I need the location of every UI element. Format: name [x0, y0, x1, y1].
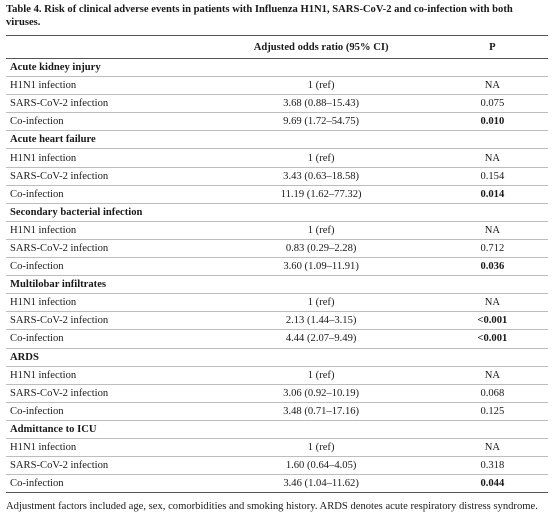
section-header-row [6, 203, 548, 221]
row-odds-ratio: 1 (ref) [206, 366, 437, 384]
row-p-value: 0.712 [437, 239, 548, 257]
row-odds-ratio: 1 (ref) [206, 221, 437, 239]
row-odds-ratio: 1 (ref) [206, 438, 437, 456]
table-caption: Table 4. Risk of clinical adverse events in patients with Influenza H1N1, SARS-CoV-2 and co-infection with both viruses. [6, 4, 513, 28]
table-row [6, 113, 548, 131]
row-odds-ratio: 0.83 (0.29–2.28) [206, 239, 437, 257]
row-odds-ratio: 3.60 (1.09–11.91) [206, 258, 437, 276]
row-p-value: 0.036 [437, 258, 548, 276]
row-odds-ratio: 1 (ref) [206, 294, 437, 312]
row-odds-ratio: 3.68 (0.88–15.43) [206, 95, 437, 113]
row-p-value: NA [437, 77, 548, 95]
table-row [6, 312, 548, 330]
row-p-value: NA [437, 221, 548, 239]
row-odds-ratio: 1 (ref) [206, 77, 437, 95]
row-p-value: 0.044 [437, 475, 548, 493]
table-row [6, 475, 548, 493]
row-label: H1N1 infection [6, 221, 206, 239]
row-label: Co-infection [6, 113, 206, 131]
row-odds-ratio: 3.48 (0.71–17.16) [206, 402, 437, 420]
row-label: Co-infection [6, 330, 206, 348]
table-row [6, 402, 548, 420]
row-odds-ratio: 3.06 (0.92–10.19) [206, 384, 437, 402]
section-header-row [6, 59, 548, 77]
header-label [6, 36, 206, 59]
row-p-value: 0.125 [437, 402, 548, 420]
row-odds-ratio: 3.46 (1.04–11.62) [206, 475, 437, 493]
table-row [6, 77, 548, 95]
section-title: Secondary bacterial infection [6, 203, 548, 221]
row-p-value: 0.154 [437, 167, 548, 185]
row-p-value: 0.068 [437, 384, 548, 402]
row-p-value: 0.014 [437, 185, 548, 203]
section-title: ARDS [6, 348, 548, 366]
row-p-value: NA [437, 294, 548, 312]
row-odds-ratio: 2.13 (1.44–3.15) [206, 312, 437, 330]
row-label: SARS-CoV-2 infection [6, 384, 206, 402]
row-odds-ratio: 9.69 (1.72–54.75) [206, 113, 437, 131]
row-odds-ratio: 4.44 (2.07–9.49) [206, 330, 437, 348]
table-row [6, 221, 548, 239]
row-label: Co-infection [6, 475, 206, 493]
section-title: Acute kidney injury [6, 59, 548, 77]
row-label: SARS-CoV-2 infection [6, 95, 206, 113]
row-label: SARS-CoV-2 infection [6, 457, 206, 475]
row-label: SARS-CoV-2 infection [6, 312, 206, 330]
row-odds-ratio: 3.43 (0.63–18.58) [206, 167, 437, 185]
row-odds-ratio: 1 (ref) [206, 149, 437, 167]
results-table [6, 35, 548, 493]
row-p-value: 0.318 [437, 457, 548, 475]
header-odds-ratio: Adjusted odds ratio (95% CI) [206, 36, 437, 59]
table-header-row [6, 36, 548, 59]
row-p-value: <0.001 [437, 312, 548, 330]
row-label: Co-infection [6, 258, 206, 276]
row-label: H1N1 infection [6, 149, 206, 167]
table-row [6, 384, 548, 402]
row-label: H1N1 infection [6, 294, 206, 312]
row-label: Co-infection [6, 185, 206, 203]
table-footnote: Adjustment factors included age, sex, comorbidities and smoking history. ARDS denotes acute respiratory distress syndrome. [6, 501, 538, 513]
row-odds-ratio: 1.60 (0.64–4.05) [206, 457, 437, 475]
table-row [6, 330, 548, 348]
section-title: Multilobar infiltrates [6, 276, 548, 294]
row-p-value: NA [437, 149, 548, 167]
row-p-value: 0.010 [437, 113, 548, 131]
row-odds-ratio: 11.19 (1.62–77.32) [206, 185, 437, 203]
row-p-value: 0.075 [437, 95, 548, 113]
header-p: P [437, 36, 548, 59]
section-header-row [6, 131, 548, 149]
section-header-row [6, 348, 548, 366]
section-title: Admittance to ICU [6, 420, 548, 438]
table-row [6, 149, 548, 167]
row-label: H1N1 infection [6, 77, 206, 95]
row-label: SARS-CoV-2 infection [6, 239, 206, 257]
table-row [6, 95, 548, 113]
table-row [6, 185, 548, 203]
table-row [6, 366, 548, 384]
table-body [6, 59, 548, 493]
table-row [6, 457, 548, 475]
section-header-row [6, 420, 548, 438]
row-p-value: NA [437, 438, 548, 456]
table-row [6, 258, 548, 276]
table-row [6, 167, 548, 185]
row-label: H1N1 infection [6, 438, 206, 456]
row-label: SARS-CoV-2 infection [6, 167, 206, 185]
table-row [6, 294, 548, 312]
section-header-row [6, 276, 548, 294]
row-label: Co-infection [6, 402, 206, 420]
table-row [6, 438, 548, 456]
section-title: Acute heart failure [6, 131, 548, 149]
row-p-value: NA [437, 366, 548, 384]
row-label: H1N1 infection [6, 366, 206, 384]
row-p-value: <0.001 [437, 330, 548, 348]
table-row [6, 239, 548, 257]
